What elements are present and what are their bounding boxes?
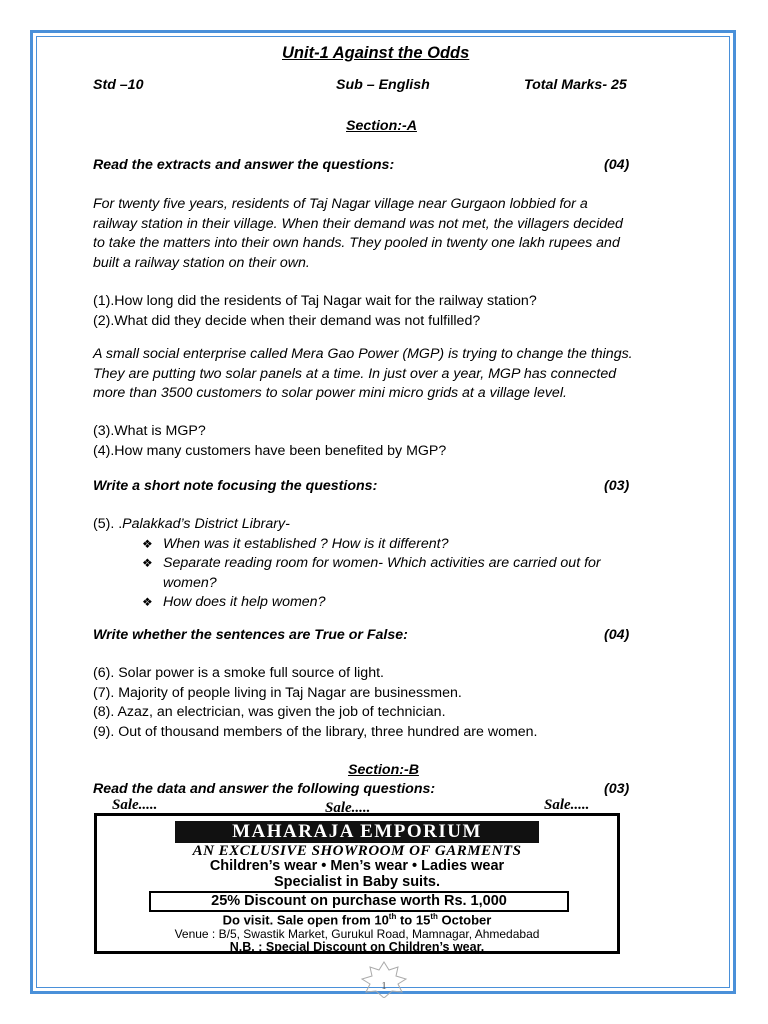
discount-offer: 25% Discount on purchase worth Rs. 1,000 xyxy=(149,891,569,912)
extract1-line: For twenty five years, residents of Taj Nagar village near Gurgaon lobbied for a xyxy=(93,196,588,212)
subject-label: Sub – English xyxy=(336,77,430,93)
store-name-banner: MAHARAJA EMPORIUM xyxy=(175,821,539,843)
statement-9: (9). Out of thousand members of the library, three hundred are women. xyxy=(93,723,538,740)
question-4: (4).How many customers have been benefited by MGP? xyxy=(93,442,447,459)
page-title: Unit-1 Against the Odds xyxy=(282,44,470,62)
advertisement xyxy=(92,796,624,956)
extract1-line: built a railway station on their own. xyxy=(93,254,310,271)
section-b-heading: Section:-B xyxy=(348,762,419,778)
bullet-icon: ❖ xyxy=(142,536,153,551)
question-5-topic: Palakkad’s District Library- xyxy=(122,516,290,532)
statement-6: (6). Solar power is a smoke full source of light. xyxy=(93,665,384,681)
page-number: 1 xyxy=(381,980,387,992)
marks-data: (03) xyxy=(604,781,630,797)
bullet-icon: ❖ xyxy=(142,595,153,609)
instruction-true-false: Write whether the sentences are True or False: xyxy=(93,627,408,643)
instruction-extracts: Read the extracts and answer the questions: xyxy=(93,157,395,173)
special-discount-note: N.B. : Special Discount on Children’s wear. xyxy=(229,940,485,954)
total-marks-label: Total Marks- 25 xyxy=(524,77,627,93)
extract1-line: to take the matters into their own hands. They pooled in twenty one lakh rupees and xyxy=(93,235,620,251)
marks-true-false: (04) xyxy=(604,627,630,643)
extract1-line: railway station in their village. When their demand was not met, the villagers decided xyxy=(93,215,623,232)
question-3: (3).What is MGP? xyxy=(93,423,206,439)
sale-dates-ordinal: th xyxy=(388,912,397,921)
note-point: When was it established ? How is it different? xyxy=(163,535,449,552)
instruction-short-note: Write a short note focusing the questions: xyxy=(93,478,378,494)
question-5-number: (5). . xyxy=(93,516,123,532)
advertisement-box xyxy=(94,813,620,954)
store-venue: Venue : B/5, Swastik Market, Gurukul Road, Mamnagar, Ahmedabad xyxy=(174,927,540,941)
extract2-line: A small social enterprise called Mera Gao Power (MGP) is trying to change the things. xyxy=(93,346,633,362)
sale-dates-suffix: October xyxy=(437,912,492,928)
sale-label: Sale..... xyxy=(112,797,158,813)
question-5 xyxy=(93,515,290,535)
store-subtitle: AN EXCLUSIVE SHOWROOM OF GARMENTS xyxy=(192,843,522,859)
sale-label: Sale..... xyxy=(325,800,371,816)
note-point: Separate reading room for women- Which activities are carried out for xyxy=(163,555,601,571)
store-specialty: Specialist in Baby suits. xyxy=(274,874,440,890)
note-point: How does it help women? xyxy=(163,594,326,610)
sale-dates-prefix: Do visit. Sale open from 10 xyxy=(222,912,389,928)
note-point-continued: women? xyxy=(163,574,217,591)
store-categories: Children’s wear • Men’s wear • Ladies wear xyxy=(209,858,505,874)
marks-short-note: (03) xyxy=(604,478,630,494)
page-number-badge xyxy=(356,958,412,998)
statement-7: (7). Majority of people living in Taj Nagar are businessmen. xyxy=(93,684,462,701)
question-1: (1).How long did the residents of Taj Nagar wait for the railway station? xyxy=(93,293,537,309)
statement-8: (8). Azaz, an electrician, was given the job of technician. xyxy=(93,704,446,720)
instruction-data: Read the data and answer the following questions: xyxy=(93,781,436,797)
std-label: Std –10 xyxy=(93,77,144,93)
marks-extracts: (04) xyxy=(604,157,630,173)
question-2: (2).What did they decide when their demand was not fulfilled? xyxy=(93,312,481,329)
sale-dates-middle: to 15 xyxy=(396,912,431,928)
sale-dates-ordinal: th xyxy=(430,912,438,921)
extract2-line: They are putting two solar panels at a time. In just over a year, MGP has connected xyxy=(93,365,617,382)
bullet-icon: ❖ xyxy=(142,556,153,570)
sale-label: Sale..... xyxy=(544,797,590,813)
sale-dates xyxy=(97,912,617,927)
extract2-line: more than 3500 customers to solar power mini micro grids at a village level. xyxy=(93,385,567,401)
section-a-heading: Section:-A xyxy=(346,118,417,134)
